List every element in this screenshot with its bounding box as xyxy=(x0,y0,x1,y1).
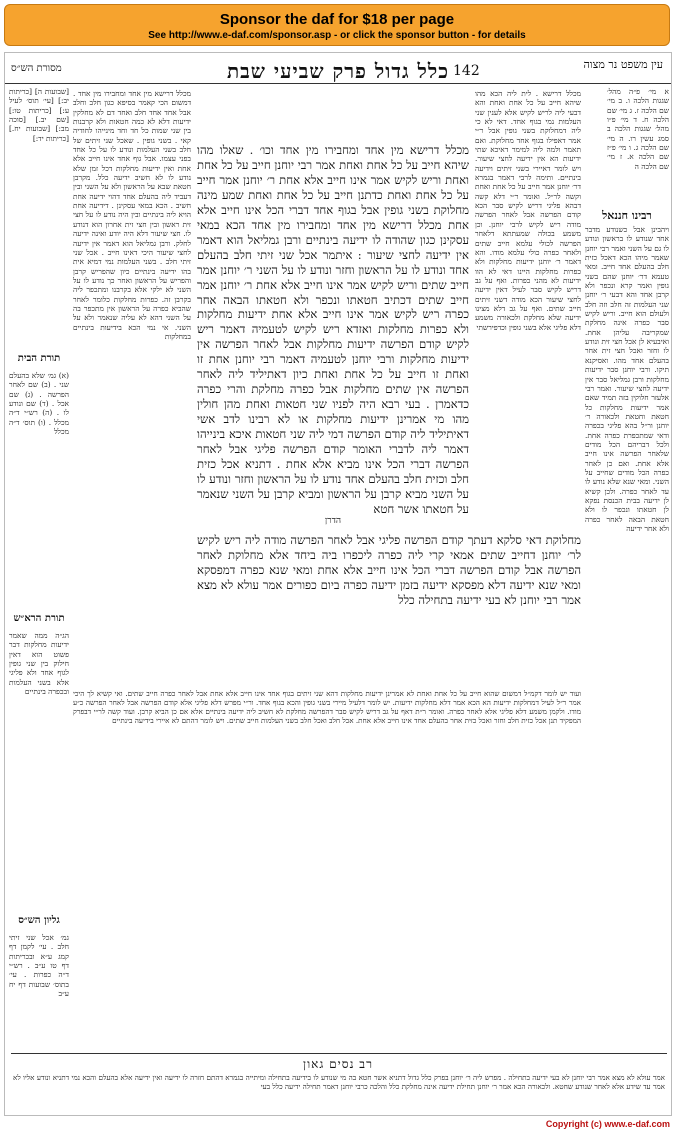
ein-mishpat-header: עין משפט נר מצוה xyxy=(583,58,663,71)
ein-mishpat-column: א מי׳ פ״ה מהל׳ שגגות הלכה ו. ב מי׳ שם הלכה ז. ג מי׳ שם הלכה ח. ד מי׳ פ״ו מהל׳ שגגות הלכה ב סמג עשין רו. ה מי׳ שם הלכה ג. ו מי׳ פ״ז שם הלכה א. ז מי׳ שם הלכה ה xyxy=(607,87,669,171)
gemara-text-continued: מחלוקת דאי סלקא דעתך קודם הפרשה פליגי אבל לאחר הפרשה מודה ליה ריש לקיש לר׳ יוחנן דחייב שתים אמאי קרי ליה כפרה ליכפרו ביה ביחד אלא מחלוקת לאחר הפרשה אבל קודם הפרשה דברי הכל אינו חייב אלא אחת ומאי שנא כפרה דמפסקא ומאי שנא ידיעה דלא מפסקא ידיעה בזמן ידיעה כפרה ביום כפורים אמר עולא לא מצא אמר רבי יוחנן לא בעי ידיעה בתחילה כלל xyxy=(197,533,581,607)
sponsor-banner-title[interactable]: Sponsor the daf for $18 per page xyxy=(219,11,455,28)
talmud-page xyxy=(4,52,672,1116)
rashi-column: מכלל דרישא מין אחד ומחבירו מין אחד . דמשום הכי קאמר בסיפא כגון חלב וחלב אבל אחד אחד חלב ואחד דם לא מחלקין ידיעות דלא לא כמה חטאות ולא קרבנות בין שני שמות כל חד וחד מינייהו לחודיה קאי . בשני גופין . שאכל שני זיתים של חלב בשני העלמות ונודע לו על כל אחד בפני עצמו. אבל גוף אחד אינו חייב אלא אחת ואין ידיעות מחלקות דכל זמן שלא נודע לו לא חשיב ידיעה כלל. מקרבן חטאת שבא על הראשון ולא על השני ובין דעביד ליה בהעלם אחד דהוי ידיעה אחת חשיב . הכא במאי עסקינן . דידיעה אחת הויא ליה בינתיים ובין היה נודע לו על חצי זית ראשון ובין חצי זית אחרון הוא דנודע לו. חצי שיעור דלא היה יודע ואינה ידיעה לחלק. ורבן גמליאל הוא דאמר אין ידיעה לחצי שיעור היכי דאינו חייב . אכל שני זיתי חלב . בשני העלמות נמי דמיא אית בהו ידיעה בינתיים כיון שהפריש קרבן והפריש על הראשון ואחר כך נודע לו על השני לא ילקי אלא בקרבנו ומתכפר ליה בקרבן זה. כפרות מחלקות כלומר לאחר שהביא כפרה על הראשון אין מתכפר בה על השני דהא לא עליה שנאמר ולא על השני. אי נמי הכא בידיעות בינתיים במחלקות xyxy=(73,89,191,341)
header-rule xyxy=(5,83,671,84)
rav-nissim-gaon-label: רב נסים גאון xyxy=(303,1057,373,1071)
page-title: כלל גדול פרק שביעי שבת xyxy=(226,59,450,83)
page-header xyxy=(5,55,671,85)
tosafot-column: מכלל דרישא . לית ליה הכא מהו שיהא חייב על כל אחת ואחת והא דבעי ליה לריש לקיש אלא לענין שני העלמות נמי בגוף אחד. דאי לא כי ליה דמחלוקת בשני גופין אבל ר״י אמר דאפילו בגוף אחד מחלוקת. ואם תאמר ולמה ליה למימר דאיכא שתי ידיעות הא אין ידיעה לחצי שיעור. ויש לומר דאיירי בשני זיתים וידיעה בינתיים. ותימה לרבי דאמר בגמרא דר׳ יוחנן אמר חייב על כל אחת ואחת וקשה לר״ל. ואומר ר״י דלא קשה דבהא פליגי דריש לקיש סבר הכא קודם הפרשה אבל לאחר הפרשה מודה ריש לקיש לרבי יוחנן. וכן משמע בכולה שמעתתא דלאחר הפרשה לכולי עלמא חייב שתים ולאחר כפרה כולי עלמא מודו. והא דאמר ר׳ יוחנן ידיעות מחלקות ולא כפרות מחלקות היינו דאי לא הוו ידיעות לא מהני כפרות. ואף על גב דריש לקיש סבר לעיל דאין ידיעה לחצי שיעור הכא מודה דשני זיתים חייב שתים. ואף על גב דלא מצינו ידיעה שלא מחלקת ולכאורה משמע דלא פליגי אלא בשני גופין וכדפירשתי xyxy=(475,89,581,332)
torat-harosh-text: הג״ה ממה שאמר ידיעות מחלקות דבר פשוט הוא דאין חילוק בין שני גופין לגוף אחד ולא פליגי אלא בשני העלמות ובכפרה בינתיים xyxy=(9,631,69,697)
torat-habayit-label: תורת הבית xyxy=(17,353,61,364)
rabbeinu-chananel-text: ויהבינן אבל כשנודע מדבר אחד שנודע לו בראשון ונודע לו גם על השני ואמר רבי יוחנן שאמר מיהו הכא דאכל כזית חלב בהעלם אחד חייב. ומאי טעמא דר׳ יוחנן שהם בשני גופין ואמר קרא ונכפר ולא קרבן אחד והא דבעי ר׳ יוחנן שני העלמות זה חלב וזה חלב ולעולם הוא חייב. וריש לקיש סבר כפרה אינה מחלקת שמקריבה עליהן אחת. ואיבעיא לן אכל חצי זית ונודע לו וחזר ואכל חצי זית אחר בהעלם אחד מהו. ואסיקנא תיקו. ורבי יוחנן סבר ידיעות מחלקות ורבן גמליאל סבר אין ידיעה לחצי שיעור. ואמר רבי אלעזר חלוקין בזה תמיד שאם אמר ידיעות מחלקות כל חטאת וחטאת ולכאורה ר׳ יוחנן ור״ל בהא פליגי בכפרה ודאי שמתכפרת כפרה אחת. ולכל דבריהם הכל מודים שלאחר הפרשה אינו חייב אלא אחת. ואם כן לאחר כפרה הכל מודים שחייב על השני. ומאי שנא שלא נודע לו עד לאחר כפרה. ולכן קשיא לן ידיעה בבית הכנסת נפקא לן חטאתו ונכפר לו ולא חטאת הבאה לאחר כפרה ולא אחר ידיעה xyxy=(585,225,669,533)
rav-nissim-gaon-text: אמר עולא לא מצא אמר רבי יוחנן לא בעי ידיעה בתחילה . מפרש ליה ר׳ יוחנן בפרק כלל גדול דתניא אשר חטא בה מי שנודע לו בידיעה בתחילה ומיתייה בגמרא דהתם חזרה לו ידיעה ואין ידיעה אלא בהעלם והכא נמי דתניא ונודע אליו לא אמר עד שידע אלא לאחר שנודע שחטא. ולכאורה הכא אמר ר׳ יוחנן תחילת ידיעה אינה מחלקת כלל והלכה כרבי יוחנן דאמר תחילה ידיעה כלל בעי xyxy=(13,1073,665,1092)
page-number: 142 xyxy=(453,63,480,79)
hadran-mark: הדרן xyxy=(324,516,342,526)
sponsor-banner-subtitle[interactable]: See http://www.e-daf.com/sponsor.asp - or click the sponsor button - for details xyxy=(148,30,526,41)
gilyon-hashas-text: גמ׳ אכל שני זיתי חלב . עי׳ לקמן דף קמג ע״א ובכריתות דף טו ע״ב . רש״י ד״ה כפרות . עי׳ בתוס׳ שבועות דף יח ע״ב xyxy=(9,933,69,999)
torat-harosh-label: תורת הרא״ש xyxy=(13,613,65,624)
gemara-text: מכלל דרישא מין אחד ומחבירו מין אחד וכו׳ . שאלו מהו שיהא חייב על כל אחת ואחת אמר רבי יוחנן חייב על כל אחת ואחת וריש לקיש אמר אינו חייב אלא אחת ר׳ יוחנן אמר חייב על כל אחת ואחת כדתנן חייב על כל אחת ואחת שמע מינה מחלוקת בשני גופין אבל בגוף אחד דברי הכל אינו חייב אלא אחת מכלל דרישא מין אחד ומחבירו מין אחד הכא במאי עסקינן כגון שהודה לו ידיעה בינתיים ורבן גמליאל הוא דאמר אין ידיעה לחצי שיעור : איתמר אכל שני זיתי חלב בהעלם אחד ונודע לו על הראשון וחזר ונודע לו על השני ר׳ יוחנן אמר חייב שתים וריש לקיש אמר אינו חייב אלא אחת ר׳ יוחנן אמר חייב שתים דכתיב חטאתו ונכפר ולא חטאתו הבאה אחר כפרה ריש לקיש אמר אינו חייב אלא אחת ידיעות מחלקות ולא כפרות מחלקות ואזדא ריש לקיש לטעמיה דאמר ריש לקיש קודם הפרשה ידיעות מחלקות אבל לאחר הפרשה אין ידיעות מחלקות ורבי יוחנן לטעמיה דאמר רבי יוחנן אחת זו ואחת זו חייב על כל אחת ואחת כיון דאתיליד ליה לאחר הפרשה אין שתים מחלקות אבל כפרה מחלקת והרי כפרה כדאמרן . בעי רבא היה לפניו שני חטאות ואחת מהן חולין מהו מי אמרינן ידיעות מחלקות או לא רבינו לדב אשי דאיתיליד ליה קודם הפרשה דמי ליה שני חטאות איכא בינייהו דאמר ליה לדברי האומר קודם הפרשה פליגי אבל לאחר הפרשה דברי הכל אינו מביא אלא אחת . דתניא אכל כזית חלב וכזית חלב בהעלם אחד נודע לו על הראשון וחזר ונודע לו על השני מביא קרבן על הראשון ומביא קרבן על השני שנאמר על חטאתו אשר חטא xyxy=(197,143,469,515)
torat-habayit-text: (א) גמ׳ שלא בהעלם שני . (ב) שם לאחר הפרשה . (ג) שם אכל . (ד) שם ונודע לו . (ה) רש״י ד״ה מכלל . (ו) תוס׳ ד״ה מכלל xyxy=(9,371,69,437)
footer-rule xyxy=(11,1053,667,1054)
masoret-hashas-header: מסורת הש״ס xyxy=(11,63,62,74)
rabbeinu-chananel-label: רבינו חננאל xyxy=(602,209,652,222)
bottom-commentary: ועוד יש לומר דקמ״ל דמשום שהוא חייב על כל אחת ואחת לא אמרינן ידיעות מחלקות דהא שני זיתים בגוף אחד אינו חייב אלא אחת אבל לאחר כפרה חייב שתים. ואי קשיא לך היכי אמר ר״ל לעיל דמחלקות ידיעות הא הכא אמר דלא מחלקות ידיעות. יש לומר דלעיל מיירי בשני גופין והכא בגוף אחד. ור״י מפרש דלא פליגי אלא קודם הפרשה אבל לאחר הפרשה כ״ע מודו. ולקמן משמע דלא פליגי אלא לאחר כפרה. ואומר ר״ת דאף על גב דריש לקיש סבר דהפרשה מחלקת לא חשיב ליה ידיעה בינתיים אלא אם כן הביא קרבן. ועוד קשה לר״י דבפרק המפקיד תנן אכל כזית חלב וחזר ואכל כזית אחר בהעלם אחד אינו חייב אלא אחת. אכל חלב ואכל חלב בשני העלמות חייב שתים. ויש לומר דהתם לא איירי בידיעה בינתיים xyxy=(73,689,581,726)
masoret-hashas-column: [שבועות ה] [כריתות יב:] [עי׳ תוס׳ לעיל ע:] [כריתות טו:] [שם יב.] [סוכה מב:] [שבועות יח.] [כריתות יד:] xyxy=(9,87,69,143)
sponsor-banner[interactable] xyxy=(4,4,670,46)
gilyon-hashas-label: גליון הש״ס xyxy=(18,915,60,926)
copyright-link[interactable]: Copyright (c) www.e-daf.com xyxy=(545,1119,670,1129)
